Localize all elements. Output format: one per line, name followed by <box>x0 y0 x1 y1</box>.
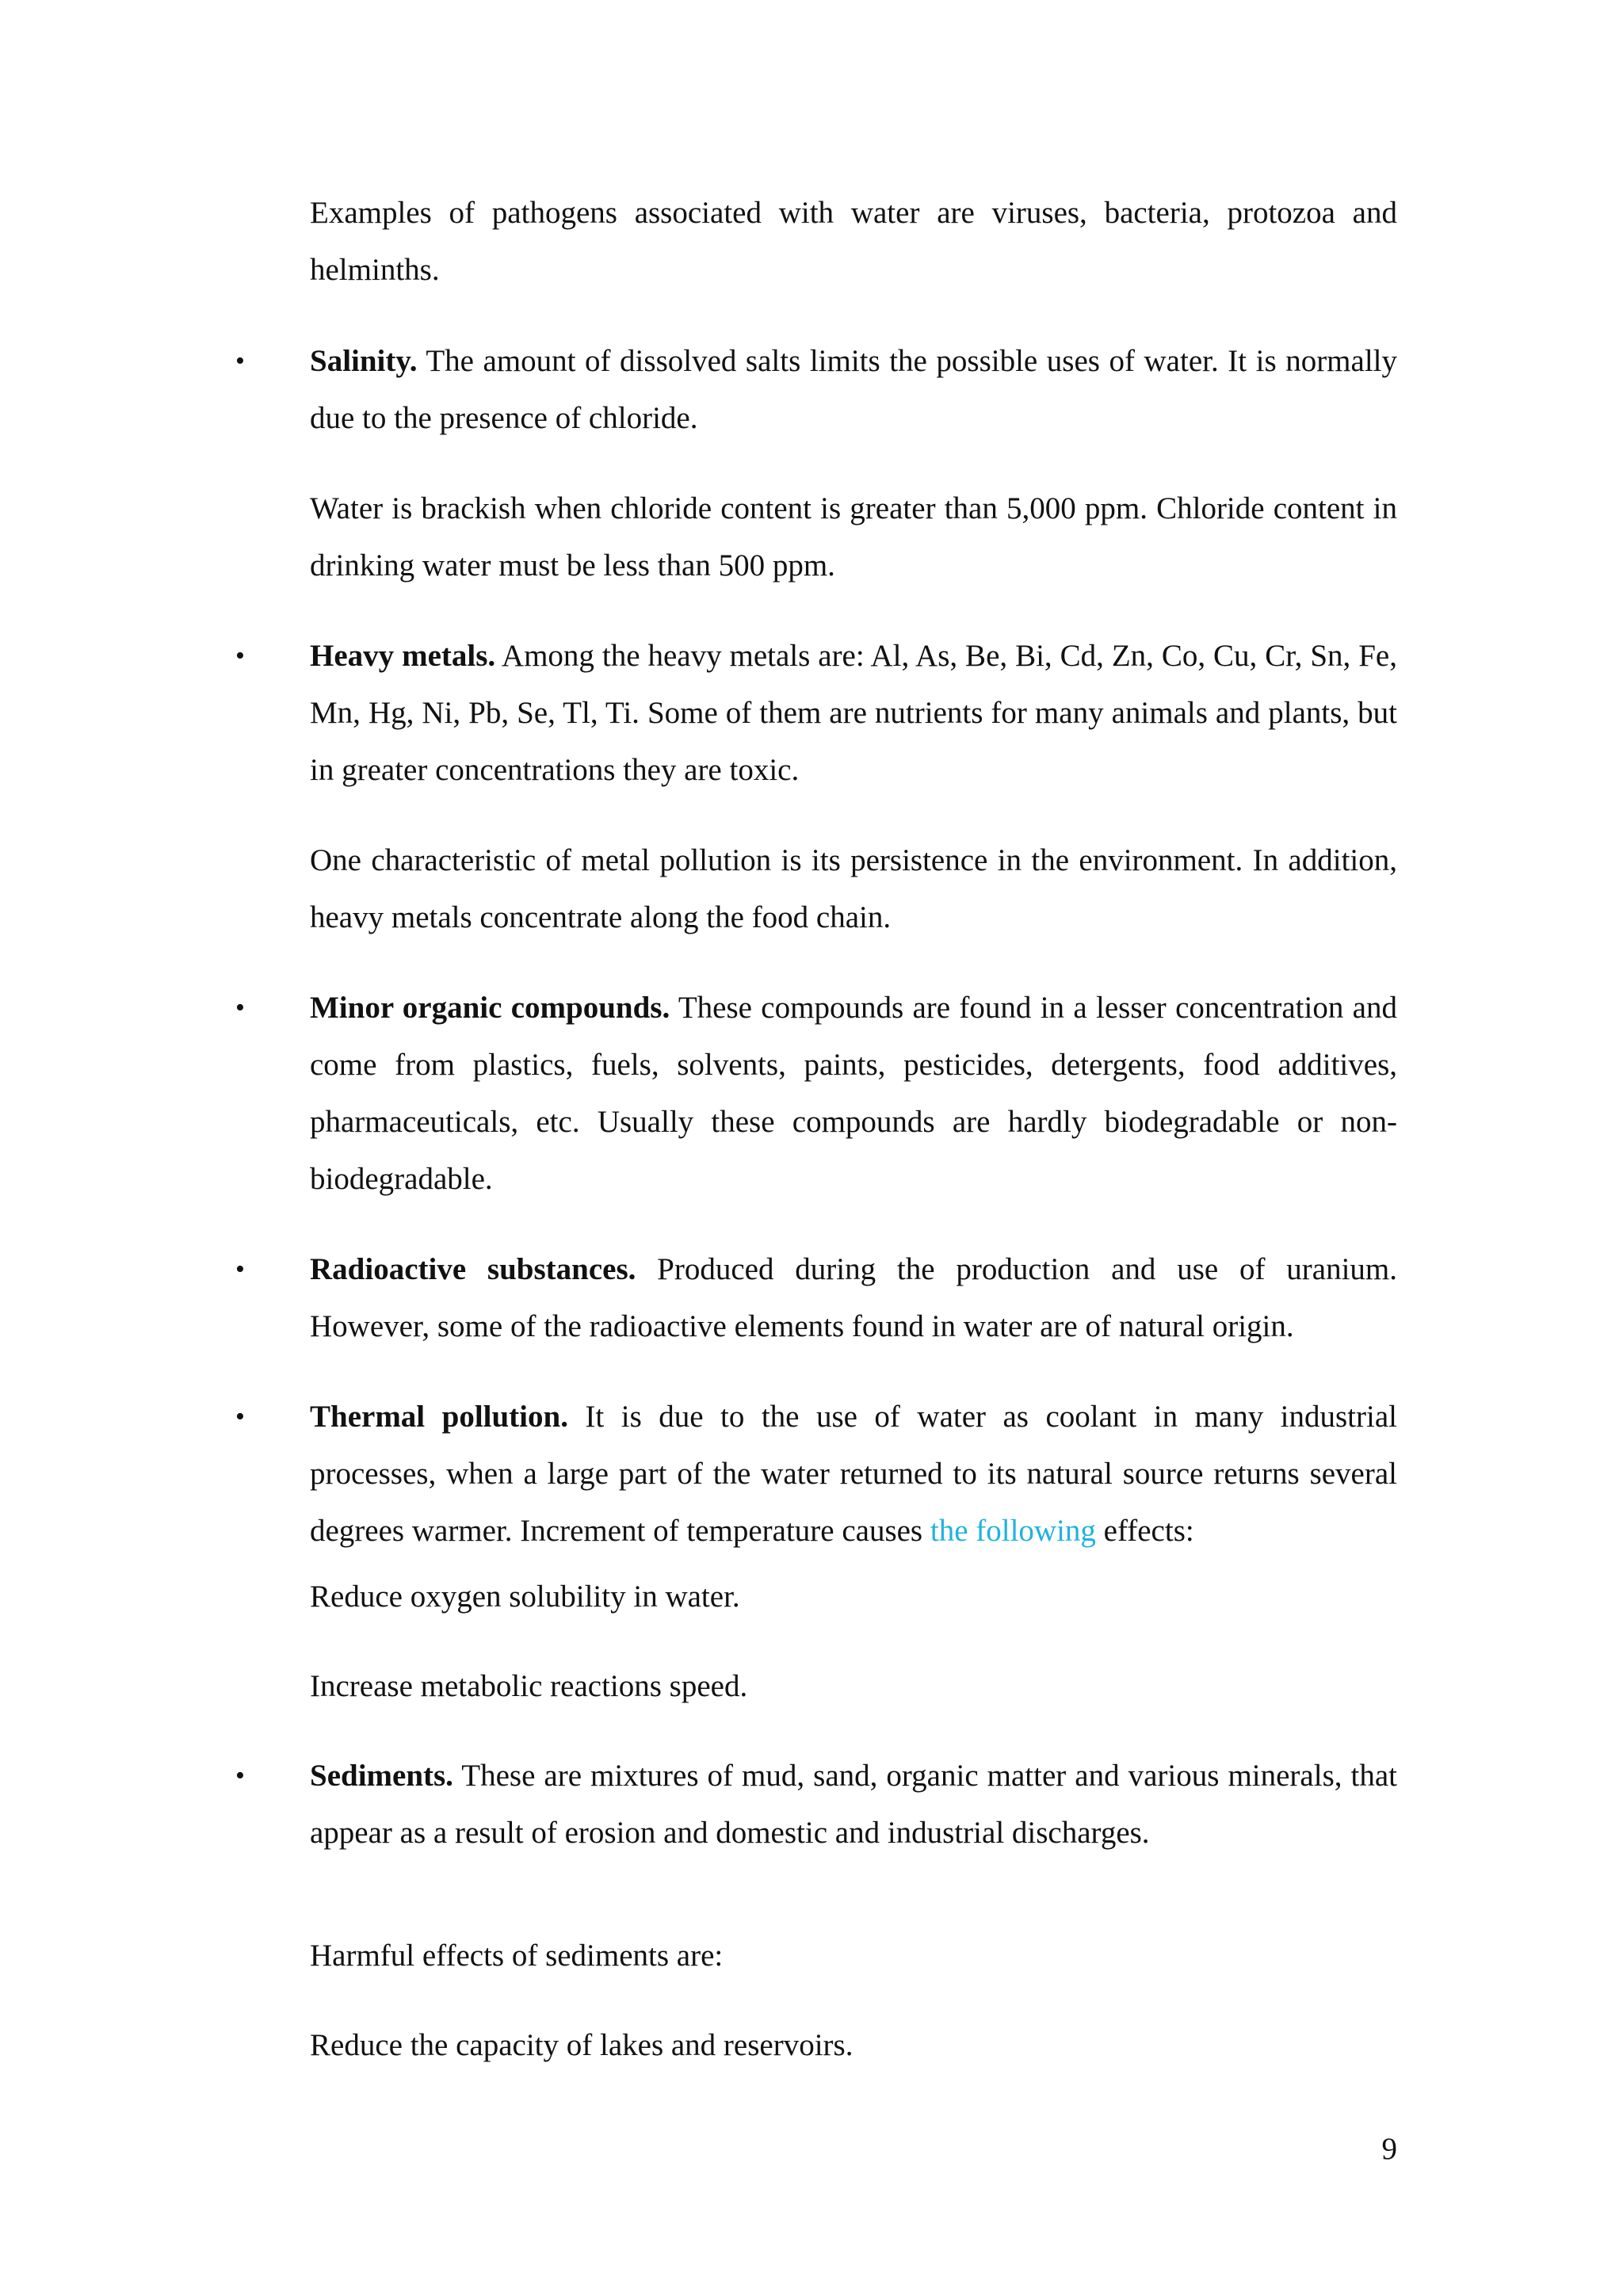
term-heavy-metals: Heavy metals. <box>310 639 496 673</box>
sediments-text: These are mixtures of mud, sand, organic matter and various minerals, that appear as a result of erosion and domestic and industrial discharges. <box>310 1759 1397 1850</box>
bullet-marker: • <box>235 993 245 1022</box>
list-item-salinity <box>310 333 1397 447</box>
intro-paragraph: Examples of pathogens associated with water are viruses, bacteria, protozoa and helminths. <box>310 196 1397 287</box>
following-link[interactable]: the following <box>930 1514 1096 1548</box>
list-item-thermal <box>310 1389 1397 1560</box>
bullet-marker: • <box>235 641 245 670</box>
sediments-effect-1: Reduce the capacity of lakes and reservoirs. <box>310 2028 854 2062</box>
list-item-heavy-metals <box>310 628 1397 799</box>
sediments-note: Harmful effects of sediments are: <box>310 1939 724 1973</box>
term-thermal: Thermal pollution. <box>310 1400 568 1434</box>
bullet-marker: • <box>235 1255 245 1284</box>
list-item-sediments <box>310 1748 1397 1862</box>
thermal-effect-1: Reduce oxygen solubility in water. <box>310 1580 740 1614</box>
term-minor-organic: Minor organic compounds. <box>310 991 670 1025</box>
term-sediments: Sediments. <box>310 1759 453 1793</box>
heavy-metals-note: One characteristic of metal pollution is its persistence in the environment. In addition, heavy metals concentrate along the food chain. <box>310 843 1397 934</box>
term-radioactive: Radioactive substances. <box>310 1252 636 1286</box>
bullet-marker: • <box>235 1402 245 1431</box>
thermal-effect-2: Increase metabolic reactions speed. <box>310 1669 748 1703</box>
bullet-marker: • <box>235 1761 245 1790</box>
term-salinity: Salinity. <box>310 344 418 378</box>
salinity-note: Water is brackish when chloride content is greater than 5,000 ppm. Chloride content in drinking water must be less than 500 ppm. <box>310 491 1397 583</box>
radioactive-text: Produced during the production and use of uranium. However, some of the radioactive elements found in water are of natural origin. <box>310 1252 1397 1343</box>
page-number: 9 <box>1381 2132 1397 2166</box>
list-item-minor-organic <box>310 980 1397 1208</box>
salinity-text: The amount of dissolved salts limits the possible uses of water. It is normally due to the presence of chloride. <box>310 344 1397 435</box>
minor-organic-text: These compounds are found in a lesser concentration and come from plastics, fuels, solvents, paints, pesticides, detergents, food additives, pharmaceuticals, etc. Usually these compounds are hardly biodegradable or non-biodegradable. <box>310 991 1397 1196</box>
bullet-marker: • <box>235 346 245 376</box>
thermal-text-2: effects: <box>1095 1514 1194 1548</box>
list-item-radioactive <box>310 1241 1397 1355</box>
heavy-metals-text: Among the heavy metals are: Al, As, Be, Bi, Cd, Zn, Co, Cu, Cr, Sn, Fe, Mn, Hg, Ni, Pb, Se, Tl, Ti. Some of them are nutrients for many animals and plants, but in greater concentrations they are toxic. <box>310 639 1397 787</box>
thermal-text-1: It is due to the use of water as coolant in many industrial processes, when a large part of the water returned to its natural source returns several degrees warmer. Increment of temperature causes <box>310 1400 1397 1548</box>
